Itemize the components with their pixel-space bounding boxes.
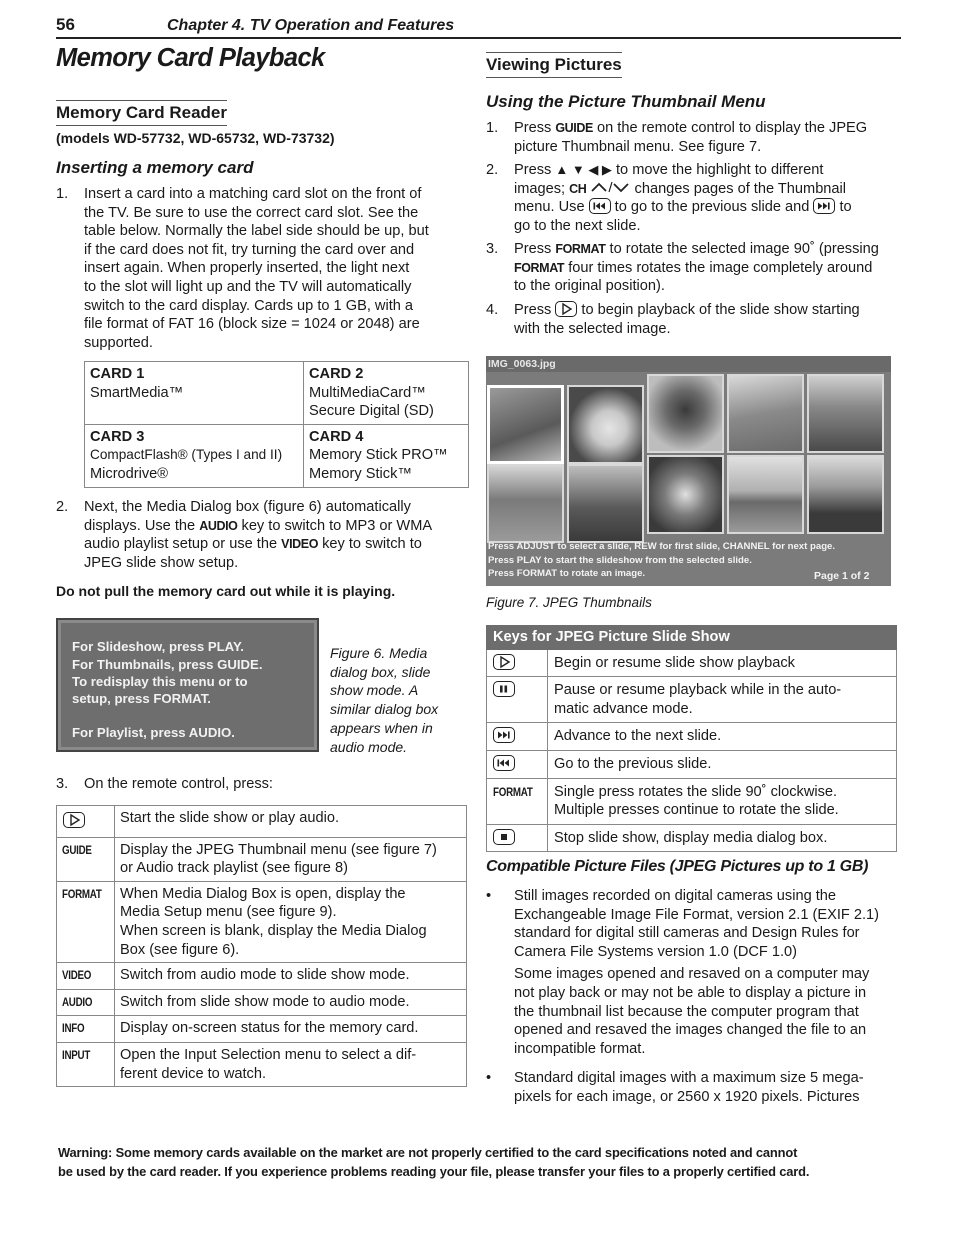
card-title: CARD 4	[309, 428, 364, 445]
text-run: images;	[514, 180, 570, 197]
caption-line: audio mode.	[330, 738, 408, 755]
text-run: four times rotates the image completely around	[564, 259, 873, 276]
table-row	[57, 1016, 467, 1043]
chapter-title: Chapter 4. TV Operation and Features	[167, 17, 455, 34]
text-line: JPEG slide show setup.	[84, 554, 239, 571]
desc-line: Stop slide show, display media dialog box.	[554, 829, 828, 846]
desc-cell	[548, 778, 897, 824]
thumbnail-image[interactable]	[487, 464, 564, 543]
remote-keys-table	[56, 805, 467, 1087]
text-line	[514, 198, 852, 217]
step-2-text	[84, 498, 432, 572]
desc-cell	[115, 881, 467, 962]
desc-line: Begin or resume slide show playback	[554, 654, 795, 671]
ch-key-label: CH	[569, 181, 587, 196]
text-line: with the selected image.	[514, 320, 671, 337]
step-number: 4.	[486, 302, 499, 318]
step-number: 3.	[486, 241, 499, 257]
next-icon	[813, 198, 835, 214]
step-number: 1.	[56, 186, 69, 202]
text-line: opened and resaved the images changed the file to an	[514, 1022, 867, 1039]
text-line: Camera File Systems version 1.0 (DCF 1.0)	[514, 943, 798, 960]
stop-icon	[493, 829, 515, 845]
text-line: the thumbnail list because the computer program that	[514, 1003, 859, 1020]
text-line: if the card does not fit, try turning the card over and	[84, 241, 415, 258]
key-cell	[57, 881, 115, 962]
thumbnail-image[interactable]	[567, 464, 644, 543]
dialog-line: For Thumbnails, press GUIDE.	[72, 657, 263, 672]
figure-7-caption: Figure 7. JPEG Thumbnails	[486, 595, 652, 610]
header-rule	[56, 37, 901, 39]
card-type: Secure Digital (SD)	[309, 403, 434, 420]
guide-key-label: GUIDE	[62, 844, 92, 857]
step-number: 1.	[486, 120, 499, 136]
slide-show-keys-table	[486, 625, 897, 852]
table-row	[487, 750, 897, 778]
warning-line: be used by the card reader. If you experience problems reading your file, please transfer your files to a properly certified card.	[58, 1164, 810, 1179]
table-row	[57, 837, 467, 881]
format-key-label: FORMAT	[493, 786, 533, 799]
key-cell	[487, 677, 548, 723]
table-row	[57, 989, 467, 1016]
card-type: SmartMedia™	[90, 384, 184, 401]
text-run: changes pages of the Thumbnail	[630, 180, 847, 197]
text-line: the TV. Be sure to use the correct card slot. See the	[84, 204, 419, 221]
text-run: displays. Use the	[84, 517, 200, 534]
text-line: supported.	[84, 334, 153, 351]
card-title: CARD 1	[90, 366, 145, 382]
pause-icon	[493, 681, 515, 697]
thumbnail-image[interactable]	[727, 374, 804, 453]
thumbnail-image[interactable]	[487, 385, 564, 464]
previous-icon	[493, 755, 515, 771]
card-title: CARD 2	[309, 366, 364, 382]
dialog-line: For Slideshow, press PLAY.	[72, 639, 244, 654]
key-cell	[487, 824, 548, 852]
desc-line: Pause or resume playback while in the auto-	[554, 682, 842, 699]
section-heading-viewing-pictures: Viewing Pictures	[486, 52, 622, 78]
thumbnail-image[interactable]	[567, 385, 644, 464]
desc-line: When Media Dialog Box is open, display the	[120, 885, 406, 902]
audio-key-label: AUDIO	[62, 996, 93, 1009]
text-line: incompatible format.	[514, 1040, 646, 1057]
desc-line: ferent device to watch.	[120, 1065, 267, 1082]
desc-cell	[548, 723, 897, 751]
desc-cell	[548, 677, 897, 723]
desc-line: Box (see figure 6).	[120, 941, 240, 958]
text-run: Press	[514, 241, 556, 257]
arrow-keys-icon: ▲ ▼ ◀ ▶	[555, 162, 612, 177]
right-step-3-text	[514, 240, 879, 296]
desc-line: Start the slide show or play audio.	[120, 810, 340, 826]
text-line	[514, 180, 852, 199]
text-line	[84, 517, 432, 536]
warning-line: Warning: Some memory cards available on the market are not properly certified to the card specifications noted and cannot	[58, 1145, 798, 1160]
video-key-label: VIDEO	[281, 537, 319, 552]
card-3-cell	[85, 424, 304, 487]
text-run: on the remote control to display the JPEG	[592, 120, 868, 136]
text-line	[514, 161, 852, 180]
card-1-cell	[85, 362, 304, 425]
step-number: 3.	[56, 776, 69, 792]
table-header-row	[487, 626, 897, 650]
text-run: to move the highlight to different	[611, 162, 824, 178]
table-row	[487, 677, 897, 723]
desc-cell	[115, 1042, 467, 1086]
table-row	[85, 362, 469, 425]
desc-line: Multiple presses continue to rotate the slide.	[554, 802, 839, 819]
thumbnail-image[interactable]	[647, 374, 724, 453]
text-run: to begin playback of the slide show starting	[577, 302, 860, 318]
thumbnail-image[interactable]	[727, 455, 804, 534]
play-icon	[63, 812, 85, 828]
thumbnail-image[interactable]	[647, 455, 724, 534]
warning-note	[58, 1143, 908, 1181]
desc-line: Open the Input Selection menu to select a dif-	[120, 1046, 417, 1063]
text-line	[514, 301, 860, 320]
key-cell	[487, 723, 548, 751]
bullet-text	[514, 1069, 902, 1106]
guide-key-label: GUIDE	[555, 121, 593, 135]
format-key-label: FORMAT	[514, 260, 565, 275]
thumbnail-image[interactable]	[807, 455, 884, 534]
text-line: insert again. When properly inserted, the light next	[84, 260, 410, 277]
audio-key-label: AUDIO	[199, 518, 238, 533]
table-row	[487, 824, 897, 852]
caption-line: Figure 6. Media	[330, 645, 428, 661]
card-title: CARD 3	[90, 428, 145, 445]
thumb-page-indicator: Page 1 of 2	[814, 570, 870, 582]
text-line	[514, 240, 879, 259]
subheading-inserting-card: Inserting a memory card	[56, 158, 254, 177]
key-cell	[487, 750, 548, 778]
page-number: 56	[56, 15, 75, 34]
table-title: Keys for JPEG Picture Slide Show	[487, 626, 897, 650]
desc-line: Switch from audio mode to slide show mode.	[120, 967, 410, 984]
table-row	[487, 649, 897, 677]
table-row	[57, 1042, 467, 1086]
thumb-filename: IMG_0063.jpg	[488, 358, 556, 370]
step-number: 2.	[486, 162, 499, 178]
key-cell	[57, 806, 115, 838]
instruction-line: Press PLAY to start the slideshow from the selected slide.	[488, 554, 752, 566]
desc-cell	[115, 837, 467, 881]
step-3-text: On the remote control, press:	[84, 776, 273, 792]
right-step-1-text	[514, 119, 867, 156]
desc-line: Switch from slide show mode to audio mode.	[120, 993, 410, 1010]
chevron-up-down-icon	[590, 181, 630, 193]
text-line	[514, 119, 867, 138]
text-line: Insert a card into a matching card slot on the front of	[84, 186, 422, 202]
key-cell	[57, 1042, 115, 1086]
desc-cell	[115, 806, 467, 838]
desc-line: When screen is blank, display the Media Dialog	[120, 922, 427, 939]
text-run: Press	[514, 162, 556, 178]
bullet-icon: •	[486, 1070, 492, 1086]
text-line	[84, 535, 432, 554]
card-type: Memory Stick PRO™	[309, 447, 448, 464]
step-number: 2.	[56, 499, 69, 515]
jpeg-thumbnail-figure	[486, 356, 891, 586]
text-line: Next, the Media Dialog box (figure 6) automatically	[84, 499, 411, 515]
desc-cell	[115, 989, 467, 1016]
desc-line: Display the JPEG Thumbnail menu (see figure 7)	[120, 841, 437, 858]
table-row	[85, 424, 469, 487]
caption-line: appears when in	[330, 719, 433, 736]
page-title: Memory Card Playback	[56, 44, 325, 72]
key-cell	[57, 989, 115, 1016]
dialog-line: setup, press FORMAT.	[72, 691, 211, 706]
table-row	[57, 881, 467, 962]
desc-cell	[548, 649, 897, 677]
card-4-cell	[304, 424, 469, 487]
text-line: Standard digital images with a maximum size 5 mega-	[514, 1070, 864, 1086]
text-line: to the original position).	[514, 278, 665, 295]
play-icon	[493, 654, 515, 670]
bullet-text	[514, 887, 902, 1058]
card-type: Memory Stick™	[309, 465, 412, 482]
text-line: Exchangeable Image File Format, version 2.1 (EXIF 2.1)	[514, 906, 880, 923]
text-run: key to switch to MP3 or WMA	[237, 517, 433, 534]
media-dialog-box-figure	[56, 618, 319, 752]
caption-line: similar dialog box	[330, 701, 439, 718]
desc-cell	[115, 1016, 467, 1043]
text-run: audio playlist setup or use the	[84, 536, 282, 553]
desc-cell	[115, 963, 467, 990]
key-cell	[57, 1016, 115, 1043]
text-line: go to the next slide.	[514, 217, 641, 234]
table-row	[57, 806, 467, 838]
instruction-line: Press FORMAT to rotate an image.	[488, 568, 646, 579]
figure-6-caption	[330, 644, 438, 756]
desc-line: Media Setup menu (see figure 9).	[120, 904, 337, 921]
desc-cell	[548, 824, 897, 852]
text-line: Some images opened and resaved on a computer may	[514, 966, 870, 983]
next-icon	[493, 727, 515, 743]
key-cell	[57, 837, 115, 881]
card-2-cell	[304, 362, 469, 425]
desc-line: Single press rotates the slide 90˚ clockwise.	[554, 783, 838, 800]
video-key-label: VIDEO	[62, 970, 92, 983]
text-run: menu. Use	[514, 199, 589, 216]
text-line: standard for digital still cameras and Design Rules for	[514, 925, 860, 942]
text-line	[514, 259, 879, 278]
text-line: pixels for each image, or 2560 x 1920 pixels. Pictures	[514, 1088, 860, 1105]
text-run: to go to the previous slide and	[610, 199, 814, 216]
format-key-label: FORMAT	[62, 888, 102, 901]
text-run: key to switch to	[318, 536, 422, 553]
bullet-icon: •	[486, 888, 492, 904]
card-type: CompactFlash® (Types I and II)	[90, 447, 283, 463]
key-cell	[487, 778, 548, 824]
table-row	[57, 963, 467, 990]
text-run: to rotate the selected image 90˚ (pressing	[605, 241, 879, 257]
desc-line: matic advance mode.	[554, 700, 693, 717]
desc-line: or Audio track playlist (see figure 8)	[120, 860, 348, 877]
right-step-2-text	[514, 161, 852, 235]
card-type: MultiMediaCard™	[309, 384, 426, 401]
instruction-line: Press ADJUST to select a slide, REW for first slide, CHANNEL for next page.	[488, 541, 836, 552]
text-run: to	[835, 199, 852, 216]
desc-line: Go to the previous slide.	[554, 755, 712, 772]
right-step-4-text	[514, 301, 860, 338]
table-row	[487, 723, 897, 751]
text-line: to the slot will light up and the TV will automatically	[84, 278, 412, 295]
desc-cell	[548, 750, 897, 778]
key-cell	[487, 649, 548, 677]
compatible-files-heading: Compatible Picture Files (JPEG Pictures up to 1 GB)	[486, 858, 869, 875]
dialog-line: To redisplay this menu or to	[72, 674, 248, 689]
caution-text: Do not pull the memory card out while it is playing.	[56, 583, 396, 599]
thumbnail-image[interactable]	[807, 374, 884, 453]
caption-line: show mode. A	[330, 682, 419, 699]
section-heading-memory-card-reader: Memory Card Reader	[56, 100, 227, 126]
text-line: table below. Normally the label side should be up, but	[84, 223, 429, 240]
step-1-text	[84, 185, 429, 352]
dialog-line: For Playlist, press AUDIO.	[72, 725, 235, 740]
text-run: Press	[514, 302, 556, 318]
desc-line: Advance to the next slide.	[554, 728, 722, 745]
thumb-instructions	[488, 540, 835, 581]
models-note: (models WD-57732, WD-65732, WD-73732)	[56, 130, 335, 146]
text-line: file format of FAT 16 (block size = 1024 or 2048) are	[84, 316, 420, 333]
info-key-label: INFO	[62, 1023, 85, 1036]
text-line: not play back or may not be able to display a picture in	[514, 984, 867, 1001]
desc-line: Display on-screen status for the memory card.	[120, 1020, 419, 1037]
format-key-label: FORMAT	[555, 242, 606, 256]
subheading-thumbnail-menu: Using the Picture Thumbnail Menu	[486, 92, 766, 111]
card-type: Microdrive®	[90, 465, 169, 482]
text-run: Press	[514, 120, 556, 136]
play-icon	[555, 301, 577, 317]
caption-line: dialog box, slide	[330, 663, 431, 680]
text-line: Still images recorded on digital cameras using the	[514, 888, 837, 904]
key-cell	[57, 963, 115, 990]
card-table	[84, 361, 469, 488]
text-line: picture Thumbnail menu. See figure 7.	[514, 138, 762, 155]
table-row	[487, 778, 897, 824]
input-key-label: INPUT	[62, 1049, 91, 1062]
previous-icon	[589, 198, 611, 214]
text-line: switch to the card display. Cards up to 1 GB, with a	[84, 297, 414, 314]
